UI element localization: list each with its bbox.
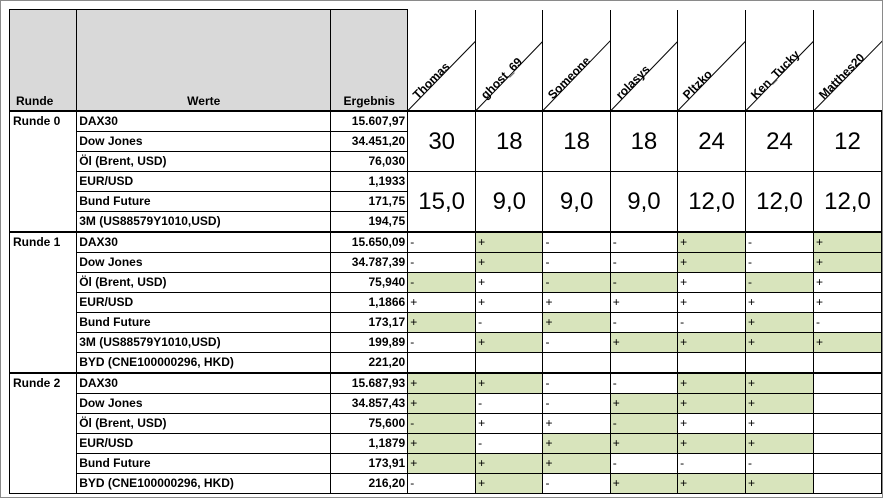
tip-cell: - [746,454,814,474]
ergebnis-cell: 75,940 [331,273,408,293]
tip-cell [610,353,677,374]
points-cell: 30 [408,111,476,172]
tip-cell: - [813,313,881,333]
tip-cell: + [746,434,814,454]
tip-cell [813,474,881,494]
wert-cell: Dow Jones [77,394,331,414]
tip-cell: + [543,293,610,313]
table-row [10,434,882,454]
tip-cell: - [543,273,610,293]
tip-cell: - [610,414,677,434]
ergebnis-cell: 1,1933 [331,172,408,192]
ergebnis-cell: 34.451,20 [331,132,408,152]
table-row [10,232,882,253]
tip-cell: + [746,333,814,353]
tip-cell: - [408,414,476,434]
tip-cell: + [476,333,543,353]
wert-cell: Öl (Brent, USD) [77,414,331,434]
tip-cell: + [543,454,610,474]
player-name: Someone [545,53,594,102]
round-label: Runde 0 [10,111,77,232]
header-werte: Werte [77,10,331,112]
tip-cell: + [746,373,814,394]
tip-cell: - [610,273,677,293]
table-row [10,474,882,494]
tip-cell: + [813,253,881,273]
table-row [10,394,882,414]
ergebnis-cell: 75,600 [331,414,408,434]
wert-cell: BYD (CNE100000296, HKD) [77,353,331,374]
round-label: Runde 1 [10,232,77,373]
wert-cell: DAX30 [77,111,331,132]
tip-cell: + [408,394,476,414]
tip-cell [813,454,881,474]
tip-cell [813,414,881,434]
wert-cell: EUR/USD [77,434,331,454]
table-row [10,414,882,434]
score-cell: 12,0 [813,172,881,233]
player-header-4 [678,10,746,112]
tip-cell: + [610,333,677,353]
score-cell: 12,0 [746,172,814,233]
tip-cell: - [476,434,543,454]
tip-cell: - [476,313,543,333]
round-label: Runde 2 [10,373,77,494]
table-row [10,293,882,313]
tip-cell: + [813,232,881,253]
tip-cell: - [746,253,814,273]
score-cell: 15,0 [408,172,476,233]
ergebnis-cell: 194,75 [331,212,408,233]
wert-cell: DAX30 [77,232,331,253]
tip-cell: + [610,293,677,313]
player-name: Ken_Tucky [748,47,803,102]
player-header-2 [543,10,610,112]
score-cell: 9,0 [543,172,610,233]
tip-cell: - [408,253,476,273]
table-row [10,454,882,474]
player-name: ghost_69 [478,54,526,102]
tip-cell: + [610,394,677,414]
tip-cell: - [678,313,746,333]
tip-cell: + [678,474,746,494]
wert-cell: 3M (US88579Y1010,USD) [77,212,331,233]
tip-cell: + [610,474,677,494]
wert-cell: EUR/USD [77,293,331,313]
score-cell: 9,0 [476,172,543,233]
wert-cell: Bund Future [77,454,331,474]
ergebnis-cell: 15.687,93 [331,373,408,394]
tip-cell: - [543,232,610,253]
tip-cell: + [678,293,746,313]
wert-cell: Bund Future [77,192,331,212]
player-header-0 [408,10,476,112]
wert-cell: DAX30 [77,373,331,394]
tip-cell: - [476,394,543,414]
tip-cell [746,353,814,374]
tip-cell: + [408,373,476,394]
wert-cell: BYD (CNE100000296, HKD) [77,474,331,494]
table-row [10,313,882,333]
tip-cell [408,353,476,374]
wert-cell: EUR/USD [77,172,331,192]
table-row [10,172,882,192]
table-row [10,273,882,293]
wert-cell: Dow Jones [77,132,331,152]
tip-cell: + [543,434,610,454]
tip-cell: + [476,273,543,293]
player-header-3 [610,10,677,112]
points-cell: 18 [543,111,610,172]
points-cell: 18 [610,111,677,172]
table-row [10,353,882,374]
tip-cell: + [678,333,746,353]
tip-cell: + [678,414,746,434]
tip-cell: - [408,232,476,253]
tip-cell [678,353,746,374]
tip-cell: + [408,454,476,474]
table-row [10,373,882,394]
points-cell: 24 [746,111,814,172]
ergebnis-cell: 34.857,43 [331,394,408,414]
tip-cell: - [610,232,677,253]
ergebnis-cell: 76,030 [331,152,408,172]
tip-cell: + [746,414,814,434]
tip-cell: - [746,232,814,253]
player-name: Matthes20 [815,50,868,102]
tip-cell: + [543,414,610,434]
tip-cell: + [746,293,814,313]
tip-cell: + [813,333,881,353]
wert-cell: 3M (US88579Y1010,USD) [77,333,331,353]
tip-cell: - [610,253,677,273]
player-header-6 [813,10,881,112]
tip-cell [813,434,881,454]
tip-cell: - [678,454,746,474]
table-row [10,111,882,132]
table-row [10,253,882,273]
tip-cell [813,373,881,394]
tip-cell: + [678,394,746,414]
score-cell: 12,0 [678,172,746,233]
tip-cell: + [476,414,543,434]
tip-cell: + [678,373,746,394]
header-ergebnis: Ergebnis [331,10,408,112]
tip-cell: + [678,434,746,454]
score-cell: 9,0 [610,172,677,233]
tip-cell: - [543,253,610,273]
ergebnis-cell: 216,20 [331,474,408,494]
tip-cell [543,353,610,374]
tip-cell: + [476,253,543,273]
tip-cell: + [813,293,881,313]
tip-cell: + [476,474,543,494]
tip-cell: + [476,293,543,313]
wert-cell: Dow Jones [77,253,331,273]
tip-cell: + [476,373,543,394]
tip-cell: - [408,273,476,293]
tip-cell: + [476,454,543,474]
results-table [9,9,882,494]
ergebnis-cell: 221,20 [331,353,408,374]
tip-cell: - [610,313,677,333]
tip-cell [813,394,881,414]
player-header-5 [746,10,814,112]
tip-cell: - [543,474,610,494]
header-runde: Runde [10,10,77,112]
ergebnis-cell: 199,89 [331,333,408,353]
tip-cell: - [543,394,610,414]
ergebnis-cell: 15.607,97 [331,111,408,132]
player-name: rolasys [612,62,653,102]
ergebnis-cell: 34.787,39 [331,253,408,273]
tip-cell: - [408,333,476,353]
tip-cell: - [543,333,610,353]
points-cell: 24 [678,111,746,172]
wert-cell: Öl (Brent, USD) [77,152,331,172]
ergebnis-cell: 171,75 [331,192,408,212]
ergebnis-cell: 173,91 [331,454,408,474]
points-cell: 18 [476,111,543,172]
tip-cell: + [408,434,476,454]
tip-cell: - [610,454,677,474]
tip-cell: + [678,232,746,253]
player-name: Thomas [410,59,453,102]
wert-cell: Bund Future [77,313,331,333]
tip-cell: + [543,313,610,333]
player-name: Pltzko [680,66,715,102]
tip-cell: + [408,293,476,313]
tip-cell: + [408,313,476,333]
tip-cell: - [746,273,814,293]
ergebnis-cell: 1,1866 [331,293,408,313]
wert-cell: Öl (Brent, USD) [77,273,331,293]
tip-cell: + [678,253,746,273]
tip-cell: - [610,373,677,394]
tip-cell: + [746,474,814,494]
tip-cell: + [746,313,814,333]
header-row [10,10,882,112]
tip-cell: - [543,373,610,394]
tip-cell: + [610,434,677,454]
tip-cell [813,353,881,374]
points-cell: 12 [813,111,881,172]
tip-cell: + [678,273,746,293]
tip-cell: + [476,232,543,253]
tip-cell: + [746,394,814,414]
tip-cell [476,353,543,374]
tip-cell: - [408,474,476,494]
player-header-1 [476,10,543,112]
table-row [10,333,882,353]
ergebnis-cell: 1,1879 [331,434,408,454]
tip-cell: + [813,273,881,293]
ergebnis-cell: 15.650,09 [331,232,408,253]
ergebnis-cell: 173,17 [331,313,408,333]
